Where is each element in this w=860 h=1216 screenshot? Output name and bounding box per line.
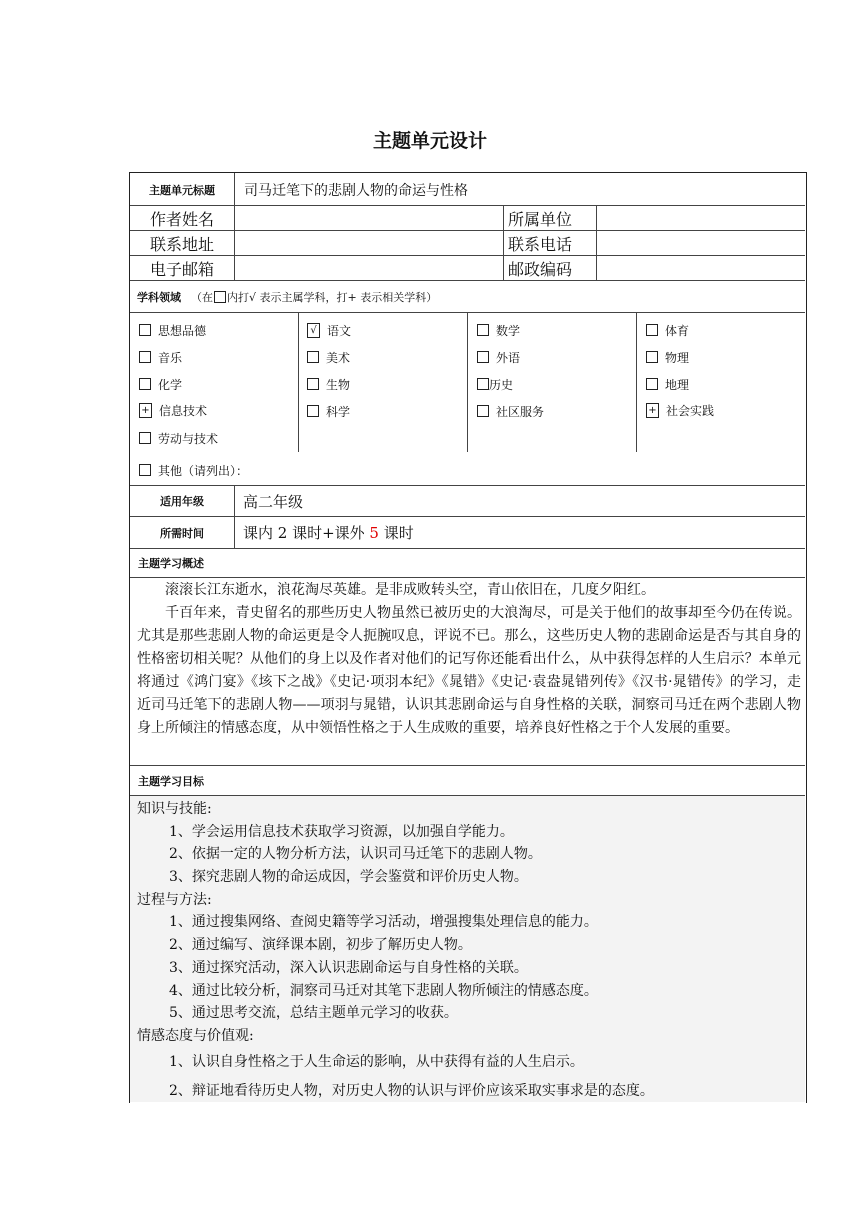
overview-label: 主题学习概述	[138, 557, 204, 570]
subject-item-label: 科学	[326, 404, 351, 419]
subject-item-label: 思想品德	[158, 323, 207, 338]
subject-item-it[interactable]	[139, 400, 207, 420]
subject-item-music[interactable]	[139, 347, 182, 367]
subject-item-label: 生物	[326, 377, 351, 392]
subject-item-label: 社区服务	[496, 404, 545, 419]
goal-item: 3、探究悲剧人物的命运成因，学会鉴赏和评价历史人物。	[169, 869, 528, 886]
subject-item-history[interactable]	[477, 374, 513, 394]
subject-item-label: 体育	[665, 323, 690, 338]
plus-checkbox-icon[interactable]: +	[646, 403, 659, 418]
goals-label: 主题学习目标	[138, 774, 204, 788]
subject-item-label: 物理	[665, 350, 690, 365]
unit-title-value: 司马迁笔下的悲剧人物的命运与性格	[244, 182, 468, 199]
unit-label: 所属单位	[508, 209, 573, 229]
subject-item-community[interactable]	[477, 401, 544, 421]
col-divider	[234, 485, 235, 548]
checkbox-icon[interactable]	[139, 464, 151, 476]
subject-item-chinese[interactable]	[307, 320, 351, 340]
checkbox-icon[interactable]	[477, 405, 489, 417]
checkbox-icon[interactable]	[646, 351, 658, 363]
checkbox-icon[interactable]	[646, 378, 658, 390]
goal-item: 2、辩证地看待历史人物，对历史人物的认识与评价应该采取实事求是的态度。	[169, 1082, 654, 1099]
time-part1: 课内 2 课时+课外	[243, 524, 370, 542]
subject-item-label: 美术	[326, 350, 351, 365]
col-divider	[503, 205, 504, 280]
postcode-label: 邮政编码	[508, 259, 573, 279]
checkbox-icon[interactable]	[139, 324, 151, 336]
col-divider	[596, 205, 597, 280]
time-part2: 课时	[378, 524, 414, 542]
goals-section-title: 过程与方法:	[137, 891, 212, 908]
subject-item-label: 社会实践	[666, 403, 715, 418]
subject-item-label: 音乐	[158, 350, 183, 365]
time-highlight: 5	[369, 523, 379, 542]
goal-item: 2、依据一定的人物分析方法，认识司马迁笔下的悲剧人物。	[169, 846, 542, 863]
plus-checkbox-icon[interactable]: +	[139, 403, 152, 418]
page-title: 主题单元设计	[372, 130, 487, 152]
email-label: 电子邮箱	[149, 259, 214, 279]
goal-item: 1、通过搜集网络、查阅史籍等学习活动，增强搜集处理信息的能力。	[169, 914, 598, 931]
subject-note-pre: （在	[191, 290, 213, 304]
goal-item: 1、认识自身性格之于人生命运的影响，从中获得有益的人生启示。	[169, 1053, 584, 1070]
time-label: 所需时间	[160, 526, 204, 540]
checkbox-icon[interactable]	[307, 378, 319, 390]
goals-section-title: 知识与技能:	[137, 801, 212, 817]
subject-other-label: 其他（请列出）：	[158, 463, 249, 478]
subject-item-art[interactable]	[307, 347, 350, 367]
subject-item-foreign-language[interactable]	[477, 347, 520, 367]
col-divider	[298, 312, 299, 452]
subject-item-label: 历史	[489, 377, 514, 392]
checkbox-icon[interactable]	[477, 324, 489, 336]
subject-item-label: 信息技术	[159, 403, 208, 418]
col-divider	[467, 312, 468, 452]
col-divider	[636, 312, 637, 452]
overview-para: 滚滚长江东逝水，浪花淘尽英雄。是非成败转头空，青山依旧在，几度夕阳红。	[165, 582, 655, 598]
checkbox-icon[interactable]	[307, 405, 319, 417]
subject-item-label: 化学	[158, 377, 183, 392]
subject-item-label: 数学	[496, 323, 521, 338]
checkbox-icon[interactable]	[307, 351, 319, 363]
overview-para: 千百年来，青史留名的那些历史人物虽然已被历史的大浪淘尽，可是关于他们的故事却至今仍在传说。尤其是那些悲剧人物的命运更是令人扼腕叹息，评说不已。那么，这些历史人物的悲剧命运是否与其自身的性格密切相关呢？从他们的身上以及作者对他们的记写你还能看出什么，从中获得怎样的人生启示？本单元将通过《鸿门宴》《垓下之战》《史记·项羽本纪》《晁错》《史记·袁盎晁错列传》《汉书·晁错传》的学习，走近司马迁笔下的悲剧人物——项羽与晁错，认识其悲剧命运与自身性格的关联，洞察司马迁在两个悲剧人物身上所倾注的情感态度，从中领悟性格之于人生成败的重要，培养良好性格之于个人发展的重要。	[137, 605, 801, 736]
subject-item-chemistry[interactable]	[139, 374, 182, 394]
row-divider	[130, 765, 805, 766]
checkbox-icon[interactable]	[139, 378, 151, 390]
checkbox-icon	[214, 291, 226, 303]
subject-item-label: 语文	[327, 323, 352, 338]
col-divider	[234, 173, 235, 280]
subject-item-label: 地理	[665, 377, 690, 392]
goal-item: 5、通过思考交流，总结主题单元学习的收获。	[169, 1005, 458, 1022]
goal-item: 1、学会运用信息技术获取学习资源，以加强自学能力。	[169, 823, 514, 840]
subject-item-science[interactable]	[307, 401, 350, 421]
checkbox-icon[interactable]	[139, 432, 151, 444]
grade-label: 适用年级	[160, 495, 204, 508]
row-divider	[130, 548, 805, 549]
unit-title-label: 主题单元标题	[149, 183, 215, 197]
goals-section-title: 情感态度与价值观:	[137, 1027, 254, 1044]
overview-text	[137, 579, 801, 740]
grade-value: 高二年级	[243, 492, 304, 511]
checkbox-icon[interactable]	[477, 351, 489, 363]
subject-item-label: 外语	[496, 350, 521, 365]
subject-item-social-practice[interactable]	[646, 400, 714, 420]
subject-item-labor[interactable]	[139, 428, 218, 448]
checkbox-icon[interactable]	[139, 351, 151, 363]
author-label: 作者姓名	[149, 209, 214, 229]
subject-note-post: 内打√ 表示主属学科，打+ 表示相关学科）	[227, 290, 438, 304]
subject-item-math[interactable]	[477, 320, 520, 340]
goal-item: 2、通过编写、演绎课本剧，初步了解历史人物。	[169, 937, 472, 954]
goal-item: 4、通过比较分析，洞察司马迁对其笔下悲剧人物所倾注的情感态度。	[169, 982, 598, 999]
goal-item: 3、通过探究活动，深入认识悲剧命运与自身性格的关联。	[169, 959, 528, 976]
subject-item-biology[interactable]	[307, 374, 350, 394]
address-label: 联系地址	[149, 234, 214, 254]
time-value	[243, 517, 414, 548]
subject-item-other[interactable]	[139, 460, 248, 480]
subject-item-geography[interactable]	[646, 374, 689, 394]
subject-item-pe[interactable]	[646, 320, 689, 340]
goals-text	[137, 798, 801, 1106]
checkbox-icon[interactable]	[646, 324, 658, 336]
subject-item-ideology[interactable]	[139, 320, 206, 340]
checkmark-checkbox-icon[interactable]: √	[307, 323, 320, 338]
row-divider	[130, 795, 805, 796]
subject-item-physics[interactable]	[646, 347, 689, 367]
subject-label: 学科领域	[137, 290, 181, 304]
checkbox-icon[interactable]	[477, 378, 489, 390]
phone-label: 联系电话	[508, 234, 573, 254]
subject-header	[137, 281, 437, 312]
subject-item-label: 劳动与技术	[158, 431, 219, 446]
row-divider	[130, 577, 805, 578]
